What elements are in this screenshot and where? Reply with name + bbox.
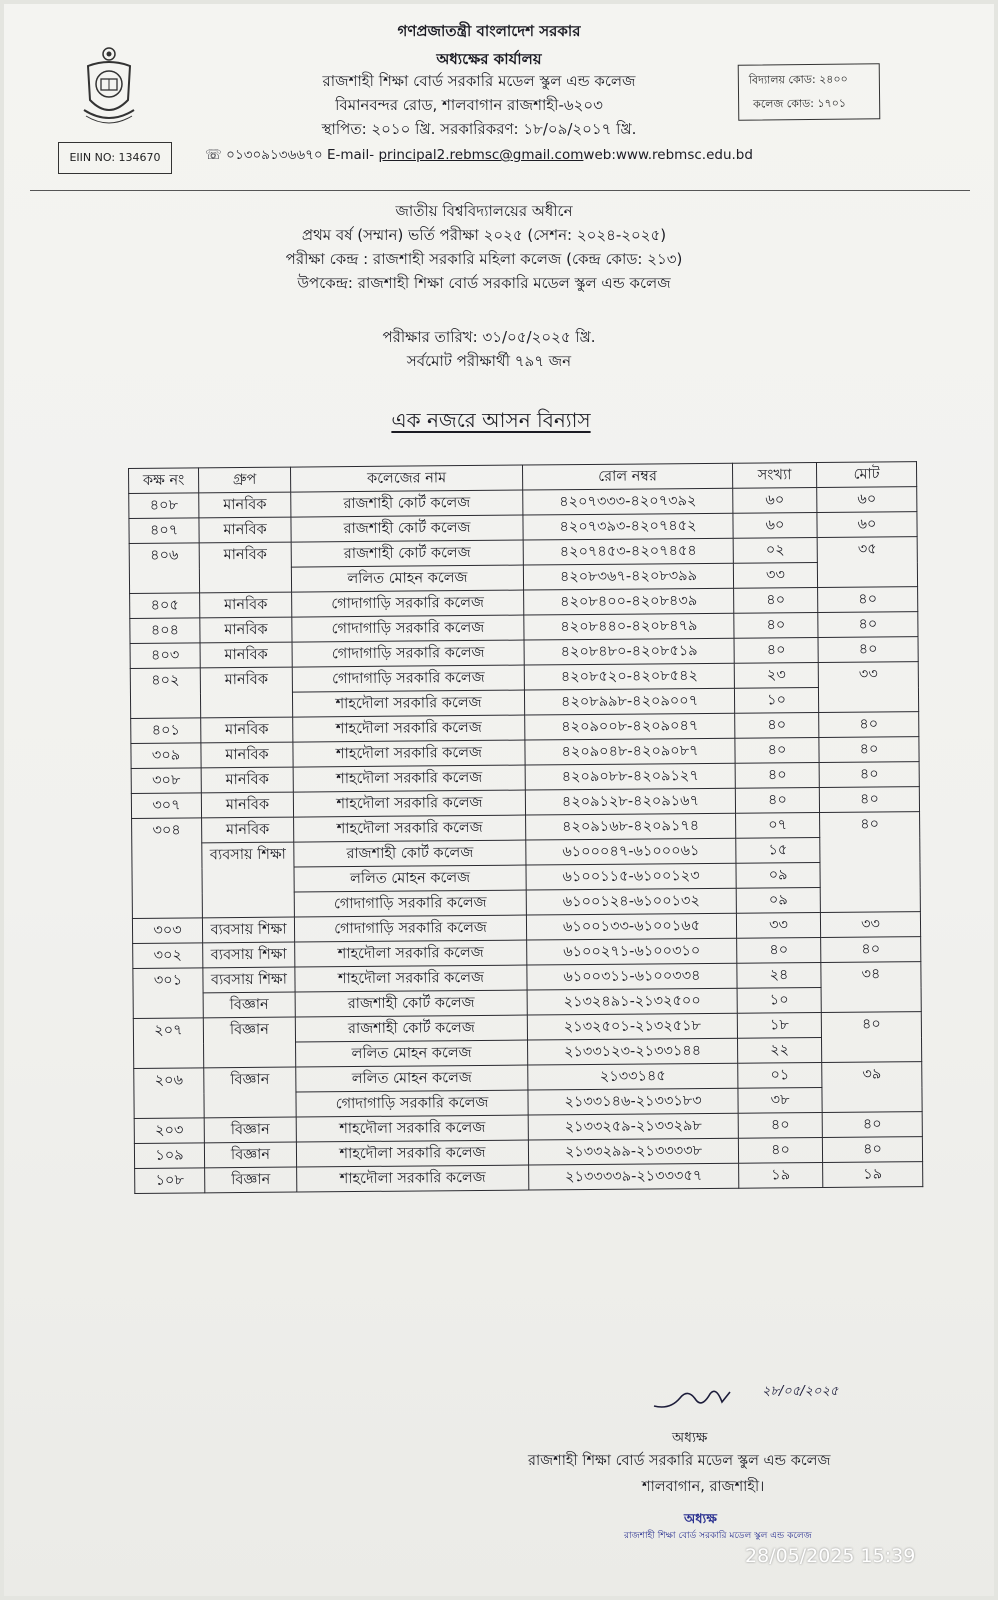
count-cell: ০৯ <box>736 862 820 888</box>
room-cell: ২০৬ <box>134 1068 204 1119</box>
group-cell: বিজ্ঞান <box>204 1067 296 1118</box>
count-cell: ২২ <box>737 1037 821 1063</box>
total-cell: ৩৩ <box>820 912 920 938</box>
college-cell: রাজশাহী কোর্ট কলেজ <box>295 990 527 1017</box>
total-cell: ৪০ <box>818 637 918 663</box>
count-cell: ৬০ <box>733 487 817 513</box>
govt-heading: গণপ্রজাতন্ত্রী বাংলাদেশ সরকার <box>397 22 581 40</box>
college-cell: শাহদৌলা সরকারি কলেজ <box>295 940 527 967</box>
count-cell: ০৭ <box>736 812 820 838</box>
college-cell: গোদাগাড়ি সরকারি কলেজ <box>294 890 526 917</box>
group-cell: মানবিক <box>199 517 291 543</box>
roll-cell: ২১৩২৫০১-২১৩২৫১৮ <box>527 1013 737 1040</box>
roll-cell: ৬১০০১৩৩-৬১০০১৬৫ <box>526 913 736 940</box>
college-cell: গোদাগাড়ি সরকারি কলেজ <box>292 640 524 667</box>
college-cell: রাজশাহী কোর্ট কলেজ <box>294 840 526 867</box>
roll-cell: ৪২০৭৩৯৩-৪২০৭৪৫২ <box>523 513 733 540</box>
eiin-number: EIIN NO: 134670 <box>69 151 161 164</box>
college-cell: ললিত মোহন কলেজ <box>296 1040 528 1067</box>
total-cell: ৩৪ <box>821 962 921 1013</box>
total-cell: ৩৯ <box>822 1062 922 1113</box>
count-cell: ০৯ <box>736 887 820 913</box>
header-room: কক্ষ নং <box>129 468 199 494</box>
institution-address: বিমানবন্দর রোড, শালবাগান রাজশাহী-৬২০৩ <box>335 96 603 114</box>
contact-line <box>205 144 753 167</box>
room-cell: ৩০১ <box>133 968 203 1019</box>
group-cell: বিজ্ঞান <box>204 1142 296 1168</box>
room-cell: ১০৮ <box>135 1168 205 1194</box>
count-cell: ১০ <box>737 987 821 1013</box>
roll-cell: ৪২০৮৫২০-৪২০৮৫৪২ <box>524 663 734 690</box>
roll-cell: ২১৩৩১৪৬-২১৩৩১৮৩ <box>528 1088 738 1115</box>
header-roll: রোল নম্বর <box>522 463 732 490</box>
count-cell: ২৪ <box>737 962 821 988</box>
college-cell: রাজশাহী কোর্ট কলেজ <box>295 1015 527 1042</box>
count-cell: ৩৮ <box>738 1087 822 1113</box>
college-cell: শাহদৌলা সরকারি কলেজ <box>294 815 526 842</box>
group-cell: ব্যবসায় শিক্ষা <box>203 942 295 968</box>
room-cell: ৩০৭ <box>131 793 201 819</box>
college-cell: ললিত মোহন কলেজ <box>291 565 523 592</box>
group-cell: বিজ্ঞান <box>204 1117 296 1143</box>
total-cell: ৪০ <box>822 1137 922 1163</box>
phone-icon-and-number: ☏ ০১৩০৯১৩৬৬৭০ E-mail- <box>205 147 379 163</box>
roll-cell: ৪২০৯০০৮-৪২০৯০৪৭ <box>525 713 735 740</box>
college-cell: শাহদৌলা সরকারি কলেজ <box>293 715 525 742</box>
college-cell: রাজশাহী কোর্ট কলেজ <box>291 490 523 517</box>
college-cell: শাহদৌলা সরকারি কলেজ <box>293 740 525 767</box>
group-cell: বিজ্ঞান <box>203 1017 295 1068</box>
seat-plan-title: এক নজরে আসন বিন্যাস <box>391 408 591 432</box>
roll-cell: ৪২০৭৪৫৩-৪২০৭৪৫৪ <box>523 538 733 565</box>
college-cell: শাহদৌলা সরকারি কলেজ <box>297 1165 529 1192</box>
group-cell: মানবিক <box>200 592 292 618</box>
college-cell: গোদাগাড়ি সরকারি কলেজ <box>296 1090 528 1117</box>
count-cell: ৪০ <box>735 762 819 788</box>
signatory-institution: রাজশাহী শিক্ষা বোর্ড সরকারি মডেল স্কুল এন্ড কলেজ <box>528 1453 831 1469</box>
roll-cell: ২১৩৩১২৩-২১৩৩১৪৪ <box>528 1038 738 1065</box>
eiin-box <box>58 142 172 174</box>
roll-cell: ২১৩৩৩৩৯-২১৩৩৩৫৭ <box>529 1163 739 1190</box>
count-cell: ৪০ <box>734 612 818 638</box>
count-cell: ০২ <box>733 537 817 563</box>
total-cell: ৩৫ <box>817 537 917 588</box>
roll-cell: ৪২০৮৪৪০-৪২০৮৪৭৯ <box>524 613 734 640</box>
room-cell: ৪০৫ <box>130 593 200 619</box>
room-cell: ৩০৯ <box>131 743 201 769</box>
roll-cell: ৪২০৮৪৮০-৪২০৮৫১৯ <box>524 638 734 665</box>
count-cell: ৪০ <box>737 937 821 963</box>
college-cell: রাজশাহী কোর্ট কলেজ <box>291 540 523 567</box>
roll-cell: ৪২০৯১৬৮-৪২০৯১৭৪ <box>526 813 736 840</box>
header-count: সংখ্যা <box>732 462 816 488</box>
total-examinees: সর্বমোট পরীক্ষার্থী ৭৯৭ জন <box>406 352 572 370</box>
group-cell: মানবিক <box>201 717 293 743</box>
count-cell: ১৮ <box>737 1012 821 1038</box>
school-code: বিদ্যালয় কোড: ২৪০০ <box>748 72 848 87</box>
group-cell: মানবিক <box>201 742 293 768</box>
roll-cell: ২১৩৩২৯৯-২১৩৩৩৩৮ <box>528 1138 738 1165</box>
college-cell: শাহদৌলা সরকারি কলেজ <box>292 690 524 717</box>
college-cell: শাহদৌলা সরকারি কলেজ <box>295 965 527 992</box>
established-info: স্থাপিত: ২০১০ খ্রি. সরকারিকরণ: ১৮/০৯/২০১৭ খ্রি. <box>321 120 637 138</box>
notice-line-1: জাতীয় বিশ্ববিদ্যালয়ের অধীনে <box>395 202 573 220</box>
website-text: web:www.rebmsc.edu.bd <box>583 147 753 163</box>
room-cell: ১০৯ <box>134 1143 204 1169</box>
group-cell: বিজ্ঞান <box>205 1167 297 1193</box>
signatory-title: অধ্যক্ষ <box>672 1430 708 1446</box>
count-cell: ৪০ <box>738 1137 822 1163</box>
count-cell: ২৩ <box>734 662 818 688</box>
college-cell: গোদাগাড়ি সরকারি কলেজ <box>292 615 524 642</box>
room-cell: ৩০৩ <box>132 918 202 944</box>
total-cell: ৬০ <box>817 512 917 538</box>
stamp-title: অধ্যক্ষ <box>684 1512 717 1527</box>
total-cell: ৪০ <box>819 762 919 788</box>
group-cell: মানবিক <box>201 767 293 793</box>
room-cell: ৪০১ <box>131 718 201 744</box>
institution-name: রাজশাহী শিক্ষা বোর্ড সরকারি মডেল স্কুল এন্ড কলেজ <box>322 72 636 90</box>
college-cell: শাহদৌলা সরকারি কলেজ <box>293 765 525 792</box>
count-cell: ৩৩ <box>733 562 817 588</box>
group-cell: মানবিক <box>199 492 291 518</box>
count-cell: ১৯ <box>739 1162 823 1188</box>
group-cell: মানবিক <box>202 817 294 843</box>
total-cell: ৪০ <box>819 712 919 738</box>
college-cell: গোদাগাড়ি সরকারি কলেজ <box>294 915 526 942</box>
college-cell: শাহদৌলা সরকারি কলেজ <box>293 790 525 817</box>
sub-center: উপকেন্দ্র: রাজশাহী শিক্ষা বোর্ড সরকারি মডেল স্কুল এন্ড কলেজ <box>297 274 671 292</box>
total-cell: ৪০ <box>822 1112 922 1138</box>
roll-cell: ৪২০৯০৮৮-৪২০৯১২৭ <box>525 763 735 790</box>
total-cell: ৪০ <box>821 1012 921 1063</box>
header-group: গ্রুপ <box>199 467 291 493</box>
room-cell: ২০৭ <box>133 1018 203 1069</box>
group-cell: মানবিক <box>200 642 292 668</box>
group-cell: ব্যবসায় শিক্ষা <box>202 917 294 943</box>
count-cell: ৪০ <box>735 737 819 763</box>
roll-cell: ৪২০৯০৪৮-৪২০৯০৮৭ <box>525 738 735 765</box>
college-cell: শাহদৌলা সরকারি কলেজ <box>296 1140 528 1167</box>
header-college: কলেজের নাম <box>290 465 522 492</box>
total-cell: ১৯ <box>823 1162 923 1188</box>
count-cell: ৪০ <box>738 1112 822 1138</box>
group-cell: ব্যবসায় শিক্ষা <box>202 842 295 918</box>
total-cell: ৪০ <box>820 812 921 913</box>
room-cell: ৪০৩ <box>130 643 200 669</box>
total-cell: ৩৩ <box>818 662 918 713</box>
roll-cell: ৬১০০৩১১-৬১০০৩৩৪ <box>527 963 737 990</box>
college-cell: গোদাগাড়ি সরকারি কলেজ <box>292 665 524 692</box>
exam-date: পরীক্ষার তারিখ: ৩১/০৫/২০২৫ খ্রি. <box>382 328 596 346</box>
roll-cell: ৪২০৮৯৯৮-৪২০৯০০৭ <box>524 688 734 715</box>
roll-cell: ৬১০০০৪৭-৬১০০০৬১ <box>526 838 736 865</box>
group-cell: মানবিক <box>201 792 293 818</box>
group-cell: মানবিক <box>199 542 291 593</box>
count-cell: ০১ <box>738 1062 822 1088</box>
count-cell: ৪০ <box>735 787 819 813</box>
header-total: মোট <box>816 462 916 488</box>
total-cell: ৪০ <box>819 787 919 813</box>
roll-cell: ৪২০৮৪০০-৪২০৮৪৩৯ <box>524 588 734 615</box>
college-code: কলেজ কোড: ১৭০১ <box>753 96 847 111</box>
college-cell: ললিত মোহন কলেজ <box>294 865 526 892</box>
group-cell: মানবিক <box>200 667 292 718</box>
notice-line-2: প্রথম বর্ষ (সম্মান) ভর্তি পরীক্ষা ২০২৫ (সেশন: ২০২৪-২০২৫) <box>301 226 667 244</box>
room-cell: ৩০২ <box>133 943 203 969</box>
college-cell: শাহদৌলা সরকারি কলেজ <box>296 1115 528 1142</box>
count-cell: ৪০ <box>734 587 818 613</box>
office-heading: অধ্যক্ষের কার্যালয় <box>436 50 542 68</box>
photo-timestamp: 28/05/2025 15:39 <box>745 1545 916 1567</box>
stamp-text: রাজশাহী শিক্ষা বোর্ড সরকারি মডেল স্কুল এন্ড কলেজ <box>624 1531 812 1541</box>
roll-cell: ৬১০০১১৫-৬১০০১২৩ <box>526 863 736 890</box>
roll-cell: ৬১০০১২৪-৬১০০১৩২ <box>526 888 736 915</box>
college-cell: রাজশাহী কোর্ট কলেজ <box>291 515 523 542</box>
group-cell: মানবিক <box>200 617 292 643</box>
total-cell: ৪০ <box>818 612 918 638</box>
count-cell: ১০ <box>734 687 818 713</box>
count-cell: ১৫ <box>736 837 820 863</box>
room-cell: ২০৩ <box>134 1118 204 1144</box>
total-cell: ৪০ <box>819 737 919 763</box>
group-cell: বিজ্ঞান <box>203 992 295 1018</box>
roll-cell: ২১৩২৪৯১-২১৩২৫০০ <box>527 988 737 1015</box>
total-cell: ৬০ <box>817 487 917 513</box>
roll-cell: ৪২০৮৩৬৭-৪২০৮৩৯৯ <box>523 563 733 590</box>
roll-cell: ২১৩৩১৪৫ <box>528 1063 738 1090</box>
total-cell: ৪০ <box>821 937 921 963</box>
signature-date: ২৮/০৫/২০২৫ <box>762 1384 839 1399</box>
total-cell: ৪০ <box>818 587 918 613</box>
seat-plan-table <box>128 461 923 1194</box>
group-cell: ব্যবসায় শিক্ষা <box>203 967 295 993</box>
count-cell: ৬০ <box>733 512 817 538</box>
college-cell: ললিত মোহন কলেজ <box>296 1065 528 1092</box>
roll-cell: ২১৩৩২৫৯-২১৩৩২৯৮ <box>528 1113 738 1140</box>
count-cell: ৩৩ <box>736 912 820 938</box>
room-cell: ৪০৪ <box>130 618 200 644</box>
roll-cell: ৪২০৯১২৮-৪২০৯১৬৭ <box>525 788 735 815</box>
roll-cell: ৬১০০২৭১-৬১০০৩১০ <box>527 938 737 965</box>
room-cell: ৩০৮ <box>131 768 201 794</box>
room-cell: ৪০২ <box>130 668 200 719</box>
header-divider <box>30 190 970 191</box>
college-cell: গোদাগাড়ি সরকারি কলেজ <box>292 590 524 617</box>
email-link[interactable]: principal2.rebmsc@gmail.com <box>378 147 584 163</box>
room-cell: ৪০৮ <box>129 493 199 519</box>
count-cell: ৪০ <box>735 712 819 738</box>
signatory-place: শালবাগান, রাজশাহী। <box>642 1479 765 1495</box>
room-cell: ৪০৭ <box>129 518 199 544</box>
count-cell: ৪০ <box>734 637 818 663</box>
room-cell: ৩০৪ <box>132 818 203 919</box>
room-cell: ৪০৬ <box>129 543 199 594</box>
roll-cell: ৪২০৭৩৩৩-৪২০৭৩৯২ <box>523 488 733 515</box>
exam-center: পরীক্ষা কেন্দ্র : রাজশাহী সরকারি মহিলা কলেজ (কেন্দ্র কোড: ২১৩) <box>285 250 683 268</box>
code-box <box>738 63 881 120</box>
